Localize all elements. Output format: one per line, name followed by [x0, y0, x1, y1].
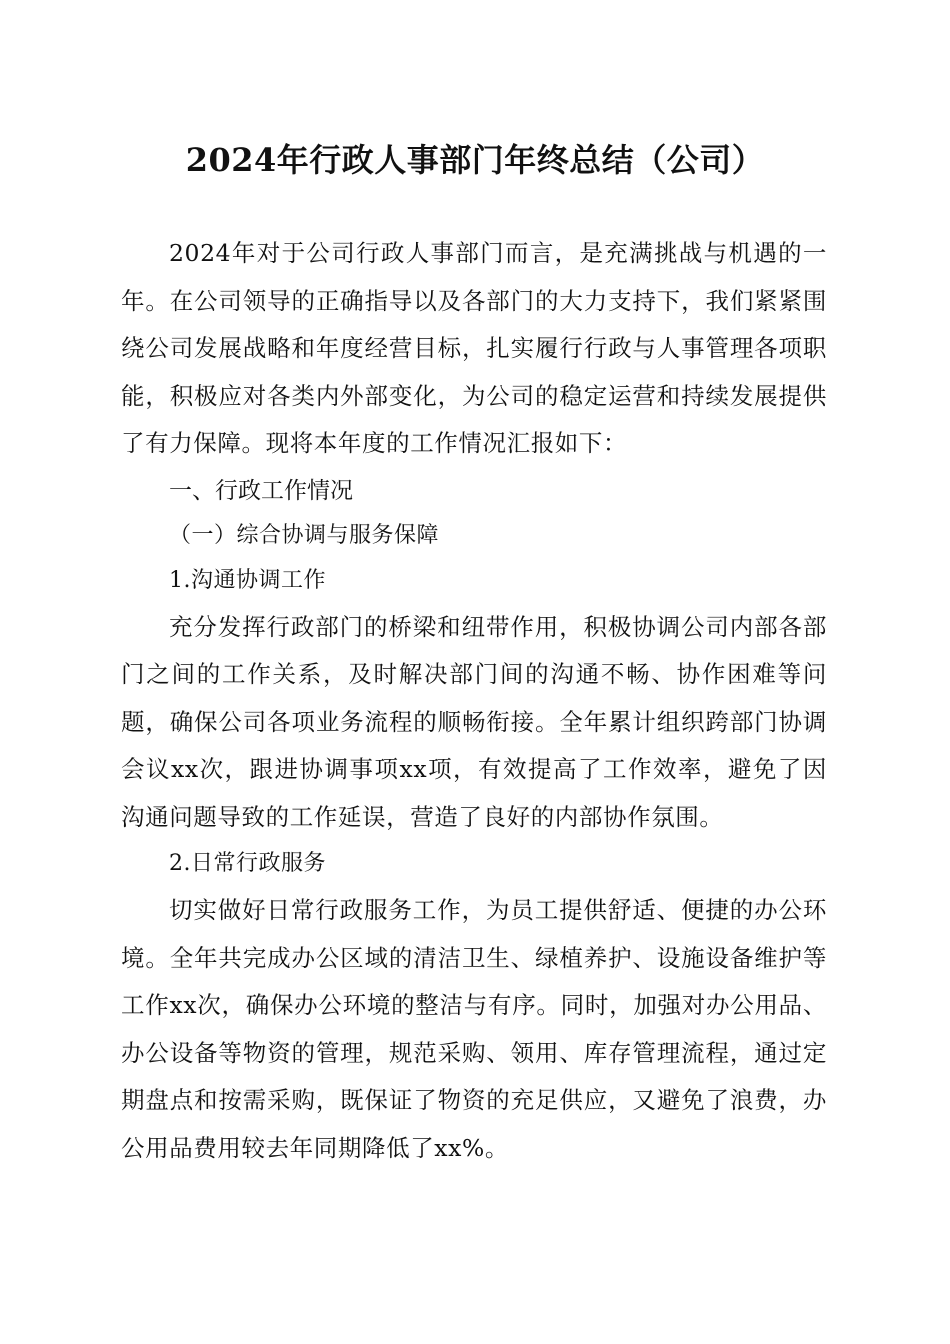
daily-service-paragraph: 切实做好日常行政服务工作，为员工提供舒适、便捷的办公环境。全年共完成办公区域的清洁卫生、绿植养护、设施设备维护等工作xx次，确保办公环境的整洁与有序。同时，加强对办公用品、办公设备等物资的管理，规范采购、领用、库存管理流程，通过定期盘点和按需采购，既保证了物资的充足供应，又避免了浪费，办公用品费用较去年同期降低了xx%。: [121, 896, 827, 1162]
document-body: [121, 230, 827, 1172]
intro-paragraph: 2024年对于公司行政人事部门而言，是充满挑战与机遇的一年。在公司领导的正确指导以及各部门的大力支持下，我们紧紧围绕公司发展战略和年度经营目标，扎实履行行政与人事管理各项职能，积极应对各类内外部变化，为公司的稳定运营和持续发展提供了有力保障。现将本年度的工作情况汇报如下：: [121, 239, 827, 457]
document-title: 2024年行政人事部门年终总结（公司）: [185, 141, 765, 179]
communication-paragraph: 充分发挥行政部门的桥梁和纽带作用，积极协调公司内部各部门之间的工作关系，及时解决部门间的沟通不畅、协作困难等问题，确保公司各项业务流程的顺畅衔接。全年累计组织跨部门协调会议xx次，跟进协调事项xx项，有效提高了工作效率，避免了因沟通问题导致的工作延误，营造了良好的内部协作氛围。: [121, 612, 827, 831]
subsection-heading-coordination: （一）综合协调与服务保障: [169, 522, 440, 548]
item-heading-daily-service: 2.日常行政服务: [169, 851, 326, 876]
item-heading-communication: 1.沟通协调工作: [169, 567, 326, 593]
section-heading-admin: 一、行政工作情况: [169, 477, 353, 504]
